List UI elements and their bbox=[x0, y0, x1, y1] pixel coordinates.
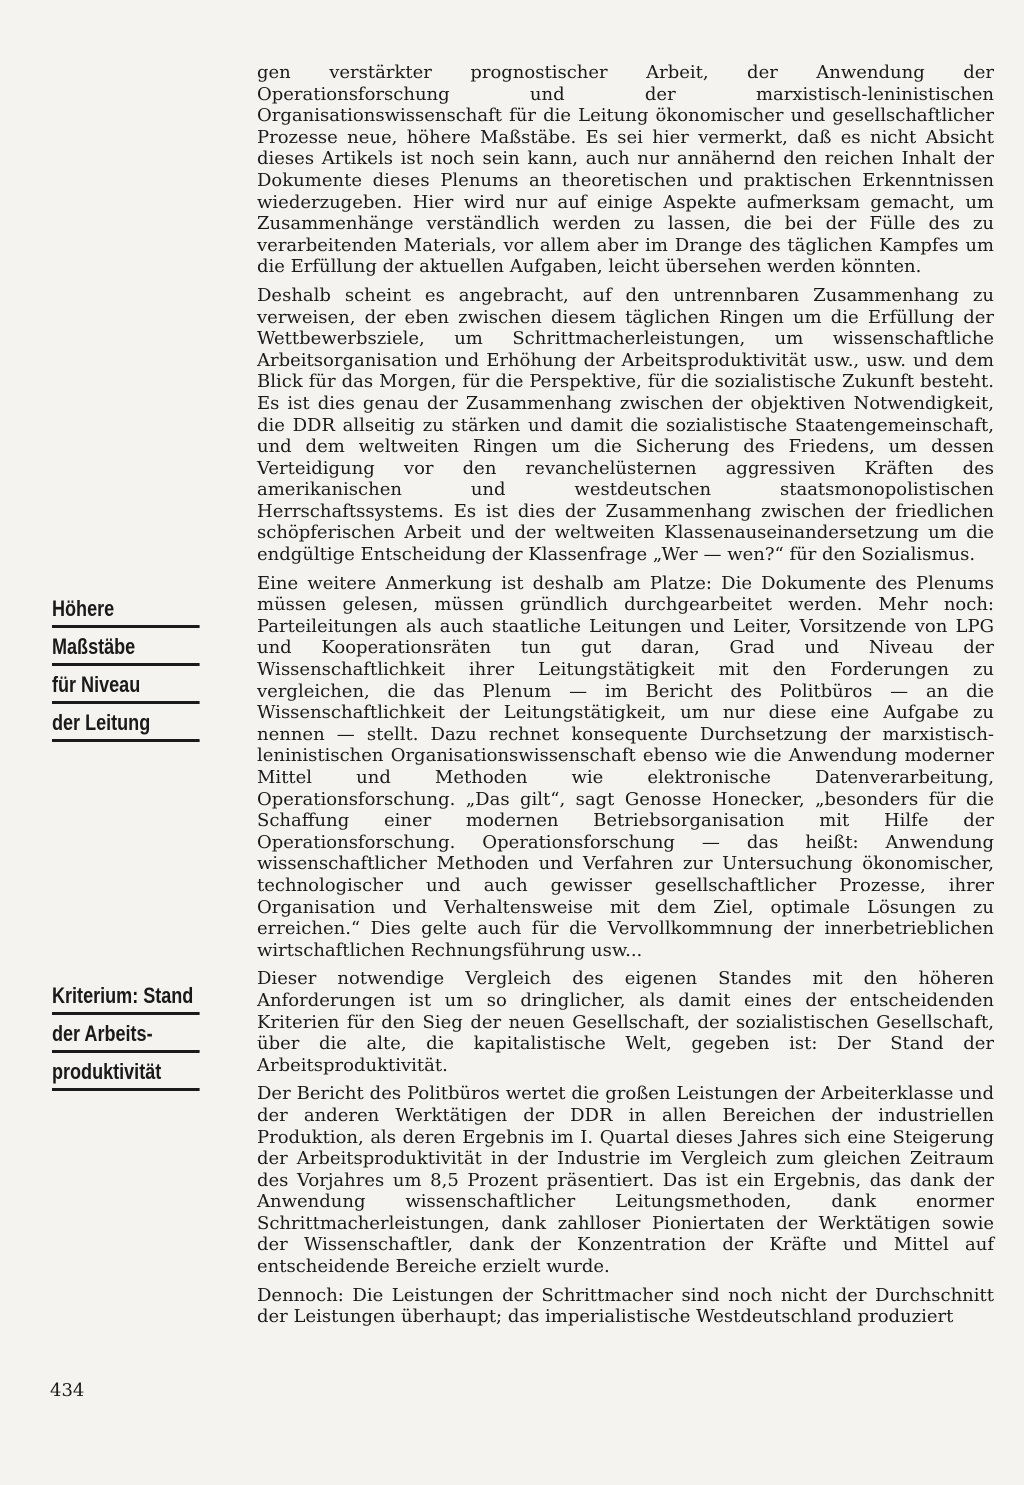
margin-heading-kriterium bbox=[52, 983, 232, 1097]
margin-heading-line: produktivität bbox=[52, 1059, 200, 1091]
margin-heading-line: Kriterium: Stand bbox=[52, 983, 200, 1015]
body-text-column bbox=[257, 62, 994, 1335]
margin-heading-hoehere-massstaebe bbox=[52, 596, 232, 748]
margin-heading-line: Maßstäbe bbox=[52, 634, 200, 666]
paragraph-5: Der Bericht des Politbüros wertet die großen Leistungen der Arbeiterklasse und der anderen Werktätigen der DDR in allen Bereichen der industriellen Produktion, als deren Ergebnis im I. Quartal dieses Jahres sich eine Steigerung der Arbeitsproduktivität in der Industrie im Vergleich zum gleichen Zeitraum des Vorjahres um 8,5 Prozent präsentiert. Das ist ein Ergebnis, das dank der Anwendung wissenschaftlicher Leitungsmethoden, dank enormer Schrittmacherleistungen, dank zahlloser Pioniertaten der Werktätigen sowie der Wissenschaftler, dank der Konzentration der Kräfte und Mittel auf entscheidende Bereiche erzielt wurde. bbox=[257, 1083, 994, 1278]
margin-heading-line: für Niveau bbox=[52, 672, 200, 704]
margin-heading-line: der Leitung bbox=[52, 710, 200, 742]
paragraph-4: Dieser notwendige Vergleich des eigenen Standes mit den höheren Anforderungen ist um so dringlicher, als damit eines der entscheidenden Kriterien für den Sieg der neuen Gesellschaft, der sozialistischen Gesellschaft, über die alte, die kapitalistische Welt, gegeben ist: Der Stand der Arbeitsproduktivität. bbox=[257, 968, 994, 1076]
page-number: 434 bbox=[50, 1380, 85, 1401]
paragraph-6: Dennoch: Die Leistungen der Schrittmacher sind noch nicht der Durchschnitt der Leistungen überhaupt; das imperialistische Westdeutschland produziert bbox=[257, 1284, 994, 1328]
margin-heading-line: Höhere bbox=[52, 596, 200, 628]
paragraph-1: gen verstärkter prognostischer Arbeit, der Anwendung der Operationsforschung und der marxistisch-leninistischen Organisationswissenschaft für die Leitung ökonomischer und gesellschaftlicher Prozesse neue, höhere Maßstäbe. Es sei hier vermerkt, daß es nicht Absicht dieses Artikels ist noch sein kann, auch nur annähernd den reichen Inhalt der Dokumente dieses Plenums an theoretischen und praktischen Erkenntnissen wiederzugeben. Hier wird nur auf einige Aspekte aufmerksam gemacht, um Zusammenhänge verständlich werden zu lassen, die bei der Fülle des zu verarbeitenden Materials, vor allem aber im Drange des täglichen Kampfes um die Erfüllung der aktuellen Aufgaben, leicht übersehen werden könnten. bbox=[257, 62, 994, 278]
paragraph-2: Deshalb scheint es angebracht, auf den untrennbaren Zusammenhang zu verweisen, der eben zwischen diesem täglichen Ringen um die Erfüllung der Wettbewerbsziele, um Schrittmacherleistungen, um wissenschaftliche Arbeitsorganisation und Erhöhung der Arbeitsproduktivität usw., usw. und dem Blick für das Morgen, für die Perspektive, für die sozialistische Zukunft besteht. Es ist dies genau der Zusammenhang zwischen der objektiven Notwendigkeit, die DDR allseitig zu stärken und damit die sozialistische Staatengemeinschaft, und dem weltweiten Ringen um die Sicherung des Friedens, um dessen Verteidigung vor den revanchelüsternen aggressiven Kräften des amerikanischen und westdeutschen staatsmonopolistischen Herrschaftssystems. Es ist dies der Zusammenhang zwischen der friedlichen schöpferischen Arbeit und der weltweiten Klassenauseinandersetzung um die endgültige Entscheidung der Klassenfrage „Wer — wen?“ für den Sozialismus. bbox=[257, 284, 994, 566]
margin-heading-line: der Arbeits- bbox=[52, 1021, 200, 1053]
paragraph-3: Eine weitere Anmerkung ist deshalb am Platze: Die Dokumente des Plenums müssen gelesen, müssen gründlich durchgearbeitet werden. Mehr noch: Parteileitungen als auch staatliche Leitungen und Leiter, Vorsitzende von LPG und Kooperationsräten tun gut daran, Grad und Niveau der Wissenschaftlichkeit ihrer Leitungstätigkeit mit den Forderungen zu vergleichen, die das Plenum — im Bericht des Politbüros — an die Wissenschaftlichkeit der Leitungstätigkeit, um nur diese eine Aufgabe zu nennen — stellt. Dazu rechnet konsequente Durchsetzung der marxistisch-leninistischen Organisationswissenschaft ebenso wie die Anwendung moderner Mittel und Methoden wie elektronische Datenverarbeitung, Operationsforschung. „Das gilt“, sagt Genosse Honecker, „besonders für die Schaffung einer modernen Betriebsorganisation mit Hilfe der Operationsforschung. Operationsforschung — das heißt: Anwendung wissenschaftlicher Methoden und Verfahren zur Untersuchung ökonomischer, technologischer und auch gewisser gesellschaftlicher Prozesse, ihrer Organisation und Verhaltensweise mit dem Ziel, optimale Lösungen zu erreichen.“ Dies gelte auch für die Vervollkommnung der innerbetrieblichen wirtschaftlichen Rechnungsführung usw... bbox=[257, 572, 994, 961]
